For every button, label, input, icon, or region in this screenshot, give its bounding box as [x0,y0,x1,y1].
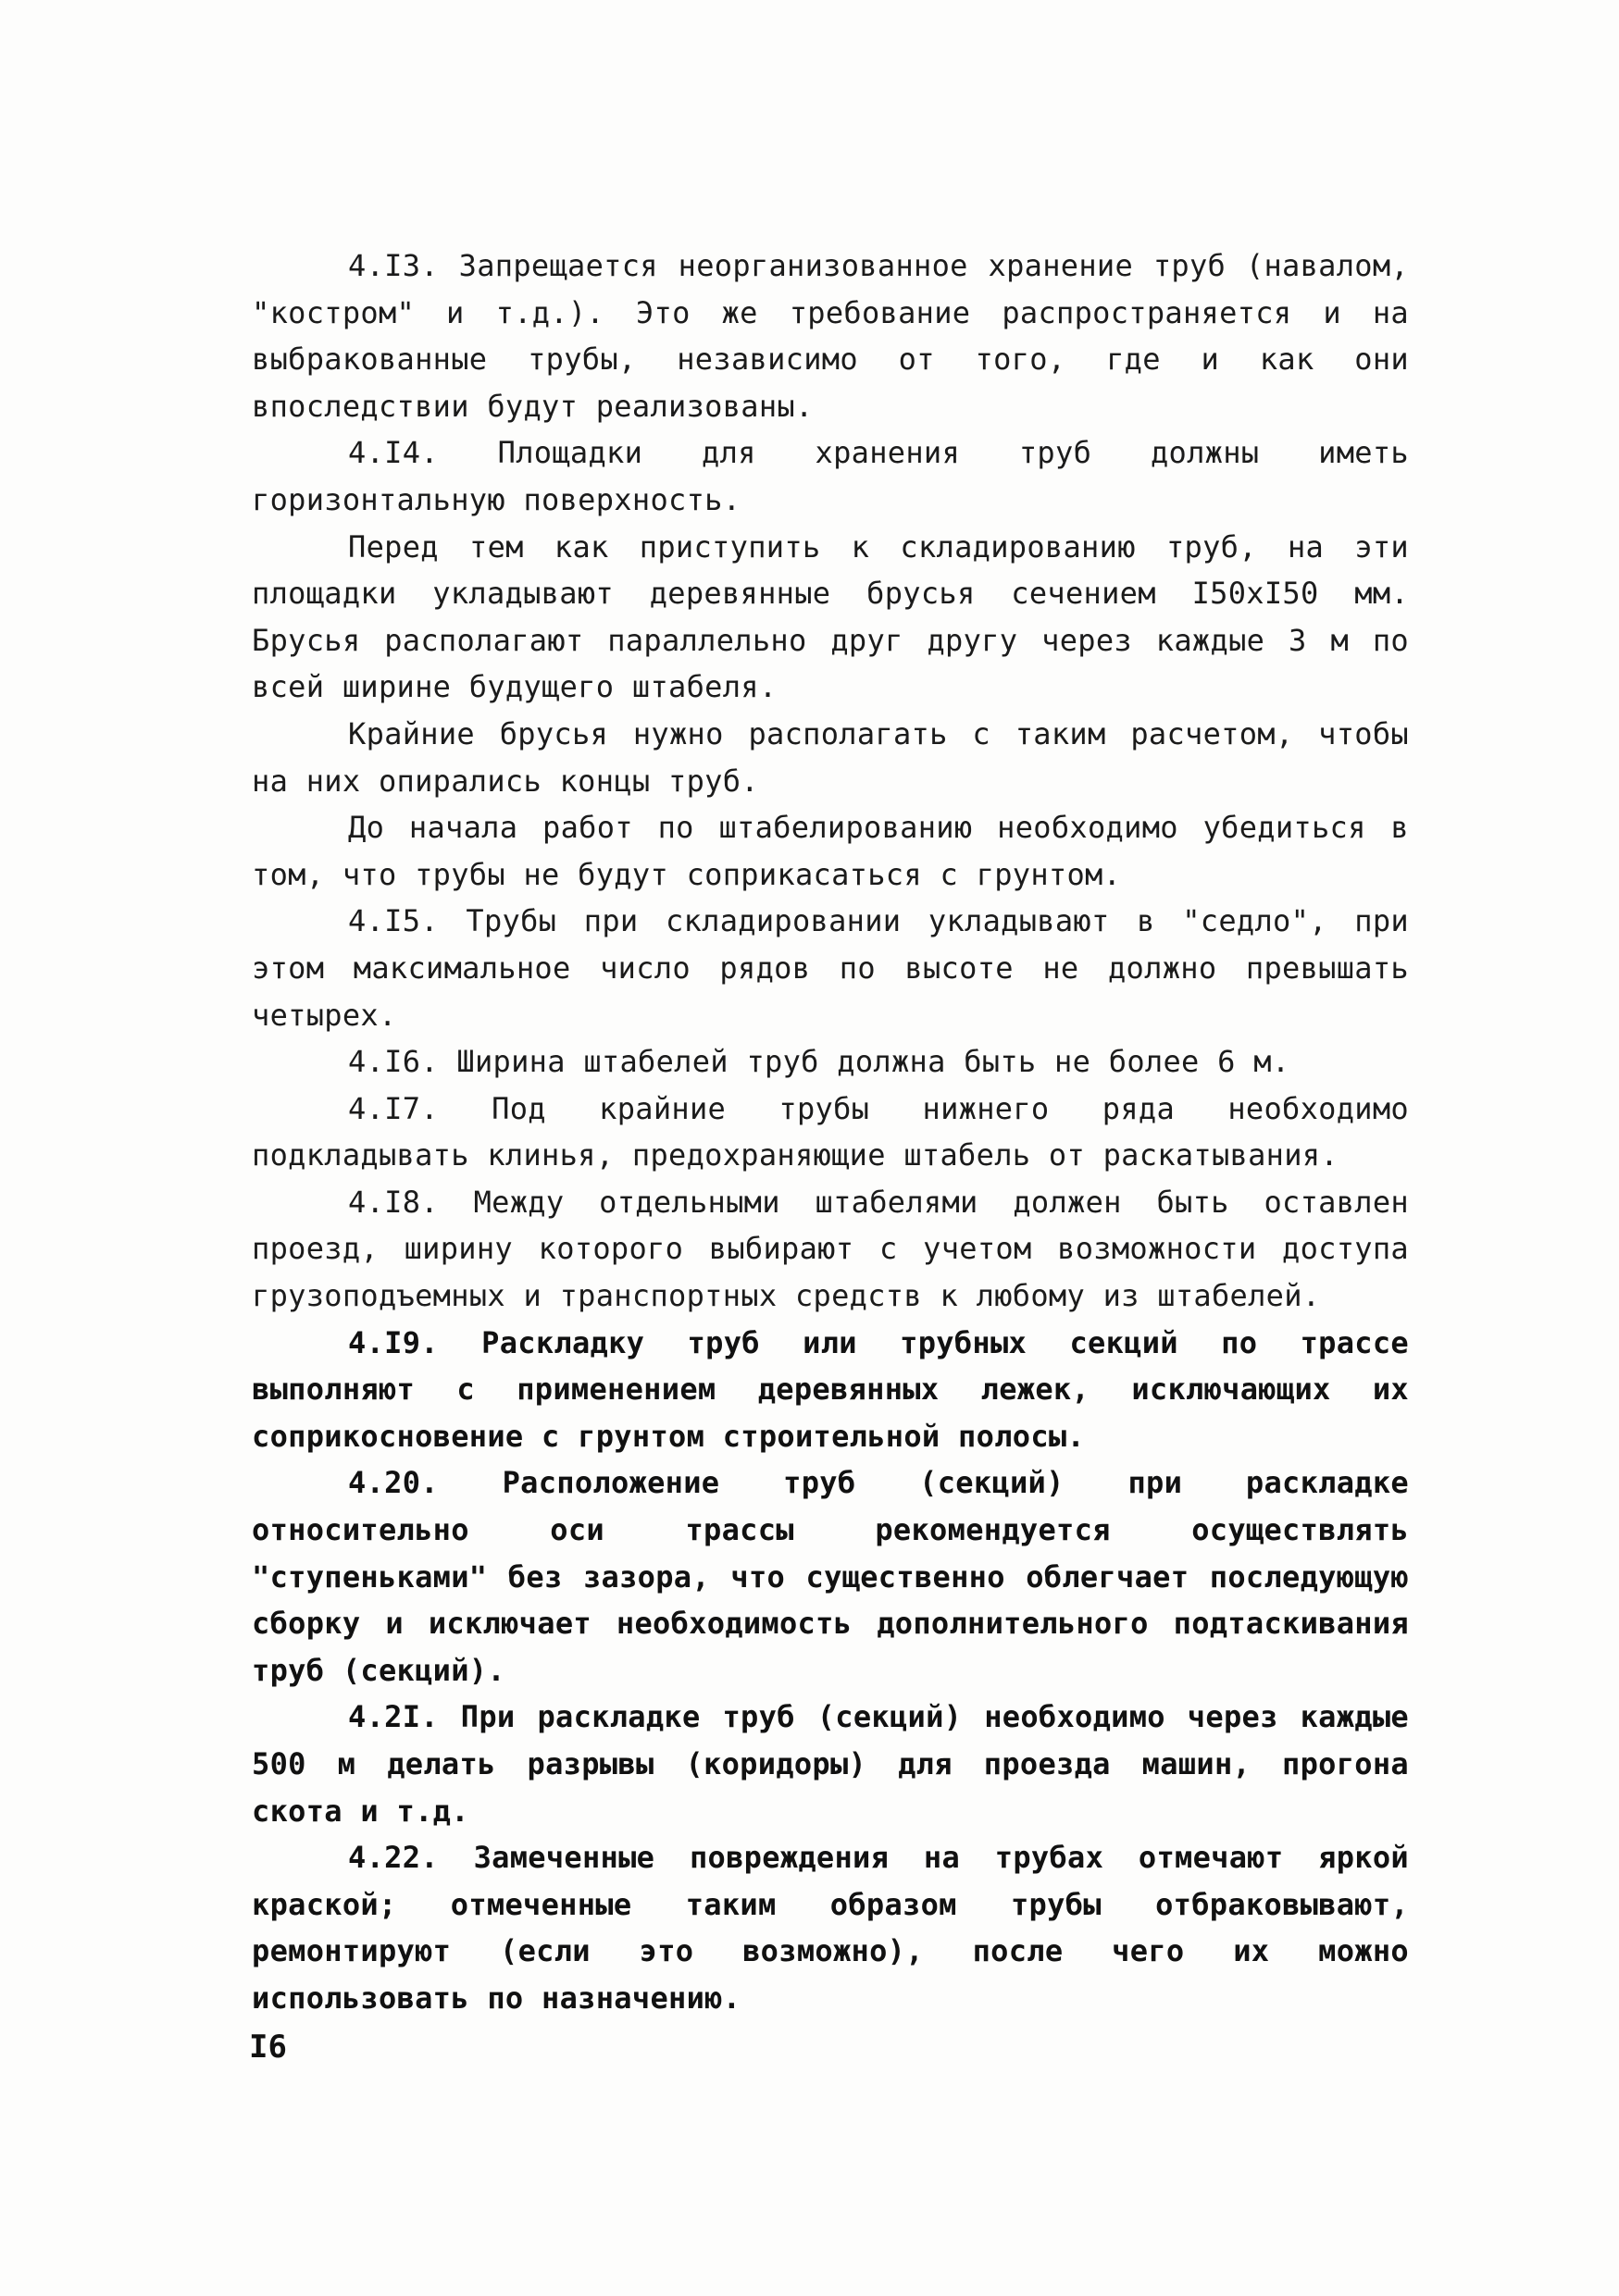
paragraph-4-13: 4.I3. Запрещается неорганизованное хранение труб (навалом, "костром" и т.д.). Это же требование распространяется и на выбракованные трубы, независимо от того, где и как они впоследствии будут реализованы. [252,248,1409,424]
paragraph-4-18: 4.I8. Между отдельными штабелями должен быть оставлен проезд, ширину которого выбирают с учетом возможности доступа грузоподъемных и транспортных средств к любому из штабелей. [252,1184,1409,1314]
paragraph-4-17: 4.I7. Под крайние трубы нижнего ряда необходимо подкладывать клинья, предохраняющие штабель от раскатывания. [252,1090,1409,1173]
paragraph-4-14-ground: До начала работ по штабелированию необходимо убедиться в том, что трубы не будут соприкасаться с грунтом. [252,810,1409,892]
paragraph-4-14-edge-beams: Крайние брусья нужно располагать с таким расчетом, чтобы на них опирались концы труб. [252,715,1409,799]
paragraph-4-19: 4.I9. Раскладку труб или трубных секций по трассе выполняют с применением деревянных лежек, исключающих их соприкосновение с грунтом строительной полосы. [252,1324,1409,1454]
paragraph-4-14: 4.I4. Площадки для хранения труб должны иметь горизонтальную поверхность. [252,435,1409,517]
paragraph-4-20: 4.20. Расположение труб (секций) при раскладке относительно оси трассы рекомендуется осуществлять "ступеньками" без зазора, что существенно облегчает последующую сборку и исключает необходимость дополнительного подтаскивания труб (секций). [252,1465,1409,1688]
paragraph-4-16: 4.I6. Ширина штабелей труб должна быть не более 6 м. [348,1044,1290,1080]
body-text [252,242,1409,2022]
paragraph-4-21: 4.2I. При раскладке труб (секций) необходимо через каждые 500 м делать разрывы (коридоры) для проезда машин, прогона скота и т.д. [252,1699,1409,1829]
paragraph-4-14-beams: Перед тем как приступить к складированию труб, на эти площадки укладывают деревянные брусья сечением I50хI50 мм. Брусья располагают параллельно друг другу через каждые 3 м по всей ширине будущего штабеля. [252,528,1409,705]
paragraph-4-15: 4.I5. Трубы при складировании укладывают в "седло", при этом максимальное число рядов по высоте не должно превышать четырех. [252,903,1409,1033]
paragraph-4-22: 4.22. Замеченные повреждения на трубах отмечают яркой краской; отмеченные таким образом трубы отбраковывают, ремонтируют (если это возможно), после чего их можно использовать по назначению. [252,1840,1409,2016]
page-number: I6 [249,2029,287,2066]
